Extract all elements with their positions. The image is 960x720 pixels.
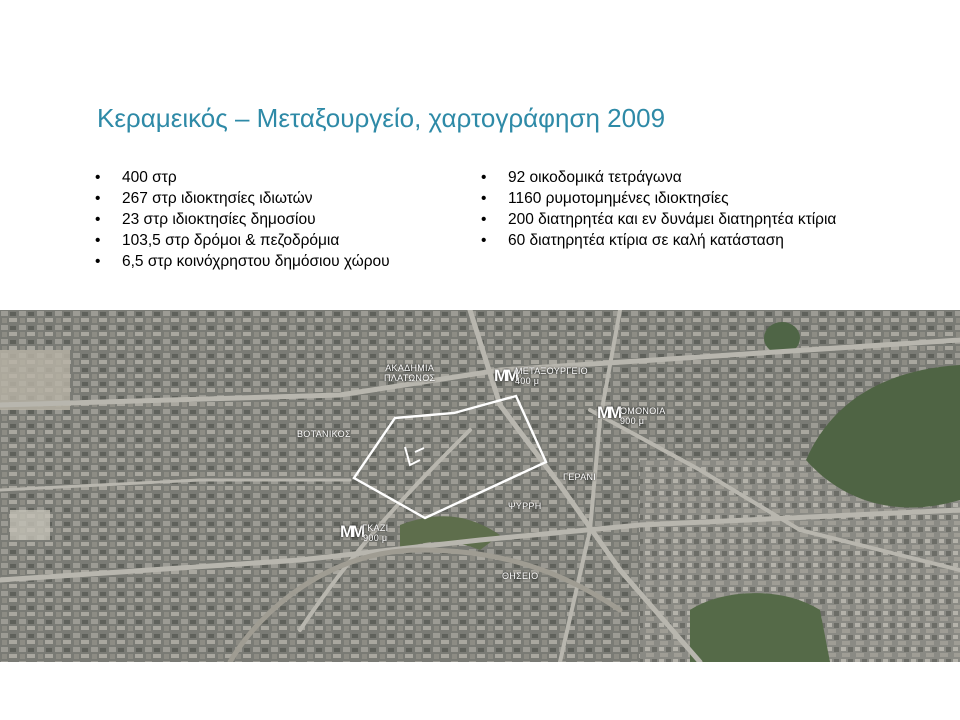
list-item-text: 60 διατηρητέα κτίρια σε καλή κατάσταση — [508, 232, 784, 249]
list-item — [95, 188, 390, 209]
label-metaxourgeio — [515, 366, 588, 386]
list-item — [481, 230, 836, 251]
bullet-icon: • — [95, 190, 101, 207]
label-akadimia-platonos — [384, 363, 435, 383]
stats-list-left — [95, 167, 390, 272]
bullet-icon: • — [481, 169, 487, 186]
metro-icon: ΜΜ — [597, 403, 620, 422]
list-item — [481, 188, 836, 209]
bullet-icon: • — [95, 169, 101, 186]
label-line: 900 μ — [363, 533, 388, 543]
industrial-area — [10, 510, 50, 540]
list-item — [95, 230, 390, 251]
stats-list-right — [481, 167, 836, 251]
bullet-icon: • — [95, 253, 101, 270]
label-line: ΓΚΑΖΙ — [362, 523, 389, 533]
list-item-text: 6,5 στρ κοινόχρηστου δημόσιου χώρου — [122, 253, 390, 270]
list-item-text: 267 στρ ιδιοκτησίες ιδιωτών — [122, 190, 313, 207]
label-geranio: ΓΕΡΑΝΙ — [563, 472, 597, 482]
label-line: ΠΛΑΤΩΝΟΣ — [384, 373, 436, 383]
bullet-icon: • — [95, 211, 101, 228]
list-item-text: 1160 ρυμοτομημένες ιδιοκτησίες — [508, 190, 729, 207]
metro-icon: ΜΜ — [494, 366, 517, 385]
metro-icon: ΜΜ — [340, 522, 363, 541]
label-line: 900 μ — [620, 416, 645, 426]
label-omonoia — [620, 406, 666, 426]
bullet-icon: • — [481, 232, 487, 249]
slide-title: Κεραμεικός – Μεταξουργείο, χαρτογράφηση 2009 — [97, 103, 666, 133]
bullet-icon: • — [481, 211, 487, 228]
list-item-text: 23 στρ ιδιοκτησίες δημοσίου — [122, 211, 316, 228]
list-item — [95, 167, 390, 188]
aerial-map-graphics — [0, 310, 960, 662]
list-item — [95, 251, 390, 272]
aerial-map — [0, 310, 960, 662]
label-line: ΑΚΑΔΗΜΙΑ — [385, 363, 435, 373]
bullet-icon: • — [481, 190, 487, 207]
label-thiseio: ΘΗΣΕΙΟ — [502, 571, 539, 581]
list-item — [481, 167, 836, 188]
list-item-text: 200 διατηρητέα και εν δυνάμει διατηρητέα κτίρια — [508, 211, 837, 228]
list-item-text: 400 στρ — [122, 169, 177, 186]
label-psyrri: ΨΥΡΡΗ — [508, 501, 542, 511]
list-item — [481, 209, 836, 230]
list-item — [95, 209, 390, 230]
label-line: ΜΕΤΑΞΟΥΡΓΕΙΟ — [515, 366, 588, 376]
label-line: ΟΜΟΝΟΙΑ — [620, 406, 666, 416]
list-item-text: 103,5 στρ δρόμοι & πεζοδρόμια — [122, 232, 340, 249]
list-item-text: 92 οικοδομικά τετράγωνα — [508, 169, 682, 186]
label-votanikos: ΒΟΤΑΝΙΚΟΣ — [297, 429, 351, 439]
label-gkazi — [362, 523, 388, 543]
label-line: 400 μ — [515, 376, 540, 386]
bullet-icon: • — [95, 232, 101, 249]
